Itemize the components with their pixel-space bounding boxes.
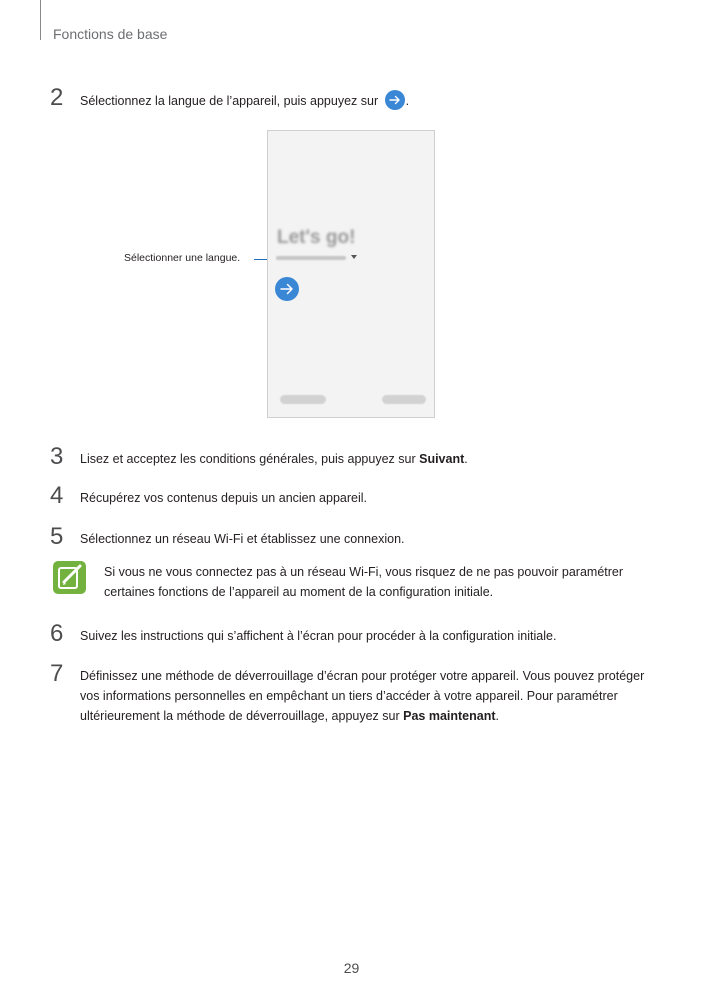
next-button[interactable] xyxy=(275,277,299,301)
language-selector[interactable] xyxy=(276,256,346,260)
step-text: Suivez les instructions qui s’affichent à l’écran pour procéder à la configuration initiale. xyxy=(80,629,557,643)
note-icon xyxy=(53,561,86,594)
step-text-part: Définissez une méthode de déverrouillage d’écran pour protéger votre appareil. Vous pouvez protéger vos informations personnelles en empêchant un tiers d’accéder à votre appareil. Pour paramétrer ultérieurement la méthode de déverrouillage, appuyez sur xyxy=(80,669,645,723)
step-text xyxy=(80,90,650,111)
header-title: Fonctions de base xyxy=(53,26,168,42)
note-text: Si vous ne vous connectez pas à un réseau Wi-Fi, vous risquez de ne pas pouvoir paramétrer certaines fonctions de l’appareil au moment de la configuration initiale. xyxy=(104,565,624,599)
step-number: 2 xyxy=(50,84,64,111)
next-arrow-icon xyxy=(385,90,405,110)
header-rule xyxy=(40,0,41,40)
accessibility-button[interactable] xyxy=(382,395,426,404)
step-text: Sélectionnez un réseau Wi-Fi et établissez une connexion. xyxy=(80,532,405,546)
step-text-part: Lisez et acceptez les conditions générales, puis appuyez sur xyxy=(80,452,416,466)
next-arrow-icon xyxy=(275,277,299,301)
step-text-part: . xyxy=(495,709,499,723)
callout-label: Sélectionner une langue. xyxy=(124,252,241,264)
dropdown-caret-icon xyxy=(351,255,357,259)
step-text xyxy=(80,449,650,469)
step-text xyxy=(80,666,650,726)
step-text-part: . xyxy=(464,452,468,466)
step-text: Récupérez vos contenus depuis un ancien appareil. xyxy=(80,491,367,505)
screen-title: Let's go! xyxy=(277,227,356,248)
step-text-bold: Suivant xyxy=(419,452,465,466)
step-number: 4 xyxy=(50,482,64,509)
step-number: 7 xyxy=(50,660,64,687)
step-text-part: Sélectionnez la langue de l’appareil, puis appuyez sur xyxy=(80,94,379,108)
phone-screen-mockup xyxy=(267,130,435,418)
emergency-call-button[interactable] xyxy=(280,395,326,404)
step-text-bold: Pas maintenant xyxy=(403,709,496,723)
step-text-part: . xyxy=(405,94,410,108)
page-number: 29 xyxy=(343,960,360,976)
step-number: 6 xyxy=(50,620,64,647)
step-number: 3 xyxy=(50,443,64,470)
step-number: 5 xyxy=(50,523,64,550)
